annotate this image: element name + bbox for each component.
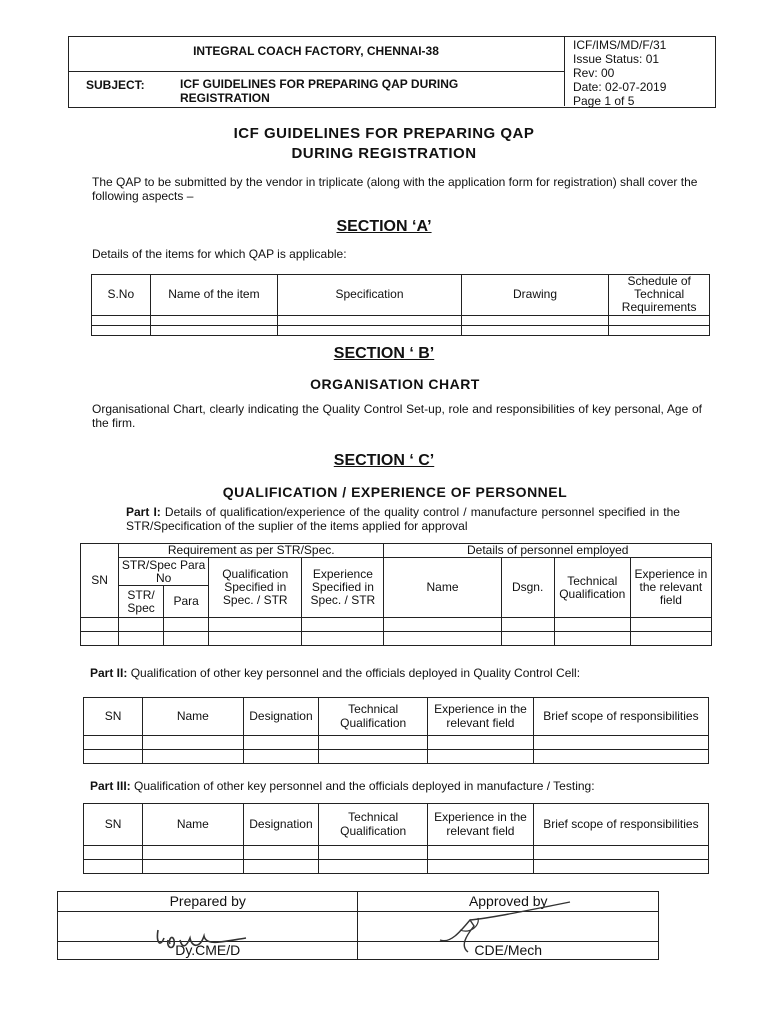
p2-col-tech-qual: Technical Qualification: [319, 698, 428, 736]
p3-col-designation: Designation: [243, 804, 319, 846]
issue-date: Date: 02-07-2019: [573, 80, 667, 94]
part2-paragraph: [90, 667, 580, 681]
p2-col-name: Name: [143, 698, 244, 736]
t1-sn: SN: [81, 544, 119, 618]
prepared-role: Dy.CME/D: [58, 942, 358, 960]
section-b-heading: SECTION ‘ B’: [333, 345, 435, 362]
approved-by-label: Approved by: [358, 892, 659, 912]
t1-para: Para: [164, 586, 209, 618]
intro-paragraph: The QAP to be submitted by the vendor in triplicate (along with the application form for registration) shall cover the following aspects –: [92, 175, 698, 203]
section-a-heading: SECTION ‘A’: [336, 218, 432, 235]
document-title-line2: DURING REGISTRATION: [291, 145, 477, 162]
table-row: [81, 618, 712, 632]
subject-text: ICF GUIDELINES FOR PREPARING QAP DURING REGISTRATION: [180, 77, 459, 105]
manufacture-personnel-table: [83, 803, 709, 874]
t1-name: Name: [384, 558, 501, 618]
t1-personnel-group: Details of personnel employed: [384, 544, 712, 558]
table-row: [84, 846, 709, 860]
t1-requirement-group: Requirement as per STR/Spec.: [119, 544, 384, 558]
page-number: Page 1 of 5: [573, 94, 635, 108]
t1-experience: Experience Specified in Spec. / STR: [302, 558, 384, 618]
p2-col-sn: SN: [84, 698, 143, 736]
t1-exp-field: Experience in the relevant field: [630, 558, 711, 618]
approved-role: CDE/Mech: [358, 942, 659, 960]
part3-paragraph: [90, 780, 595, 794]
col-item-name: Name of the item: [150, 275, 278, 316]
part1-text: Details of qualification/experience of the quality control / manufacture personnel specified in the STR/Specification of the suplier of the items applied for approval: [126, 505, 680, 533]
part2-text: Qualification of other key personnel and the officials deployed in Quality Control Cell:: [130, 666, 581, 680]
part2-label: Part II:: [90, 666, 128, 680]
qualification-table: [80, 543, 712, 646]
prepared-signature: [150, 918, 260, 954]
p3-col-name: Name: [143, 804, 244, 846]
section-c-heading: SECTION ‘ C’: [333, 452, 435, 469]
p2-col-designation: Designation: [243, 698, 319, 736]
col-specification: Specification: [278, 275, 461, 316]
p2-col-scope: Brief scope of responsibilities: [533, 698, 708, 736]
part3-text: Qualification of other key personnel and the officials deployed in manufacture / Testing:: [134, 779, 595, 793]
t1-dsgn: Dsgn.: [501, 558, 554, 618]
t1-str-spec-para: STR/Spec Para No: [119, 558, 209, 586]
table-row: [84, 736, 709, 750]
issue-status: Issue Status: 01: [573, 52, 660, 66]
p2-col-experience: Experience in the relevant field: [428, 698, 534, 736]
p3-col-sn: SN: [84, 804, 143, 846]
subject-label: SUBJECT:: [86, 78, 145, 92]
part1-label: Part I:: [126, 505, 161, 519]
section-b-text: Organisational Chart, clearly indicating the Quality Control Set-up, role and responsibilities of key personal, Age of the firm.: [92, 402, 702, 430]
col-drawing: Drawing: [461, 275, 609, 316]
section-c-subtitle: QUALIFICATION / EXPERIENCE OF PERSONNEL: [222, 484, 568, 500]
p3-col-scope: Brief scope of responsibilities: [533, 804, 708, 846]
items-table: [91, 274, 710, 336]
p3-col-experience: Experience in the relevant field: [428, 804, 534, 846]
section-b-subtitle: ORGANISATION CHART: [310, 376, 480, 392]
table-row: [81, 632, 712, 646]
table-row: [92, 315, 710, 325]
col-sno: S.No: [92, 275, 151, 316]
organization-name: INTEGRAL COACH FACTORY, CHENNAI-38: [193, 44, 439, 58]
t1-qualification: Qualification Specified in Spec. / STR: [209, 558, 302, 618]
table-row: [84, 860, 709, 874]
part3-label: Part III:: [90, 779, 131, 793]
approved-signature: [430, 900, 580, 960]
prepared-by-label: Prepared by: [58, 892, 358, 912]
t1-tech-qual: Technical Qualification: [554, 558, 630, 618]
doc-reference: ICF/IMS/MD/F/31: [573, 38, 667, 52]
document-title-line1: ICF GUIDELINES FOR PREPARING QAP: [233, 125, 535, 142]
part1-paragraph: [126, 506, 680, 534]
col-schedule: Schedule of Technical Requirements: [609, 275, 710, 316]
qc-personnel-table: [83, 697, 709, 764]
section-a-text: Details of the items for which QAP is applicable:: [92, 247, 347, 261]
revision: Rev: 00: [573, 66, 615, 80]
table-row: [84, 750, 709, 764]
t1-str-spec: STR/ Spec: [119, 586, 164, 618]
p3-col-tech-qual: Technical Qualification: [319, 804, 428, 846]
table-row: [92, 325, 710, 335]
